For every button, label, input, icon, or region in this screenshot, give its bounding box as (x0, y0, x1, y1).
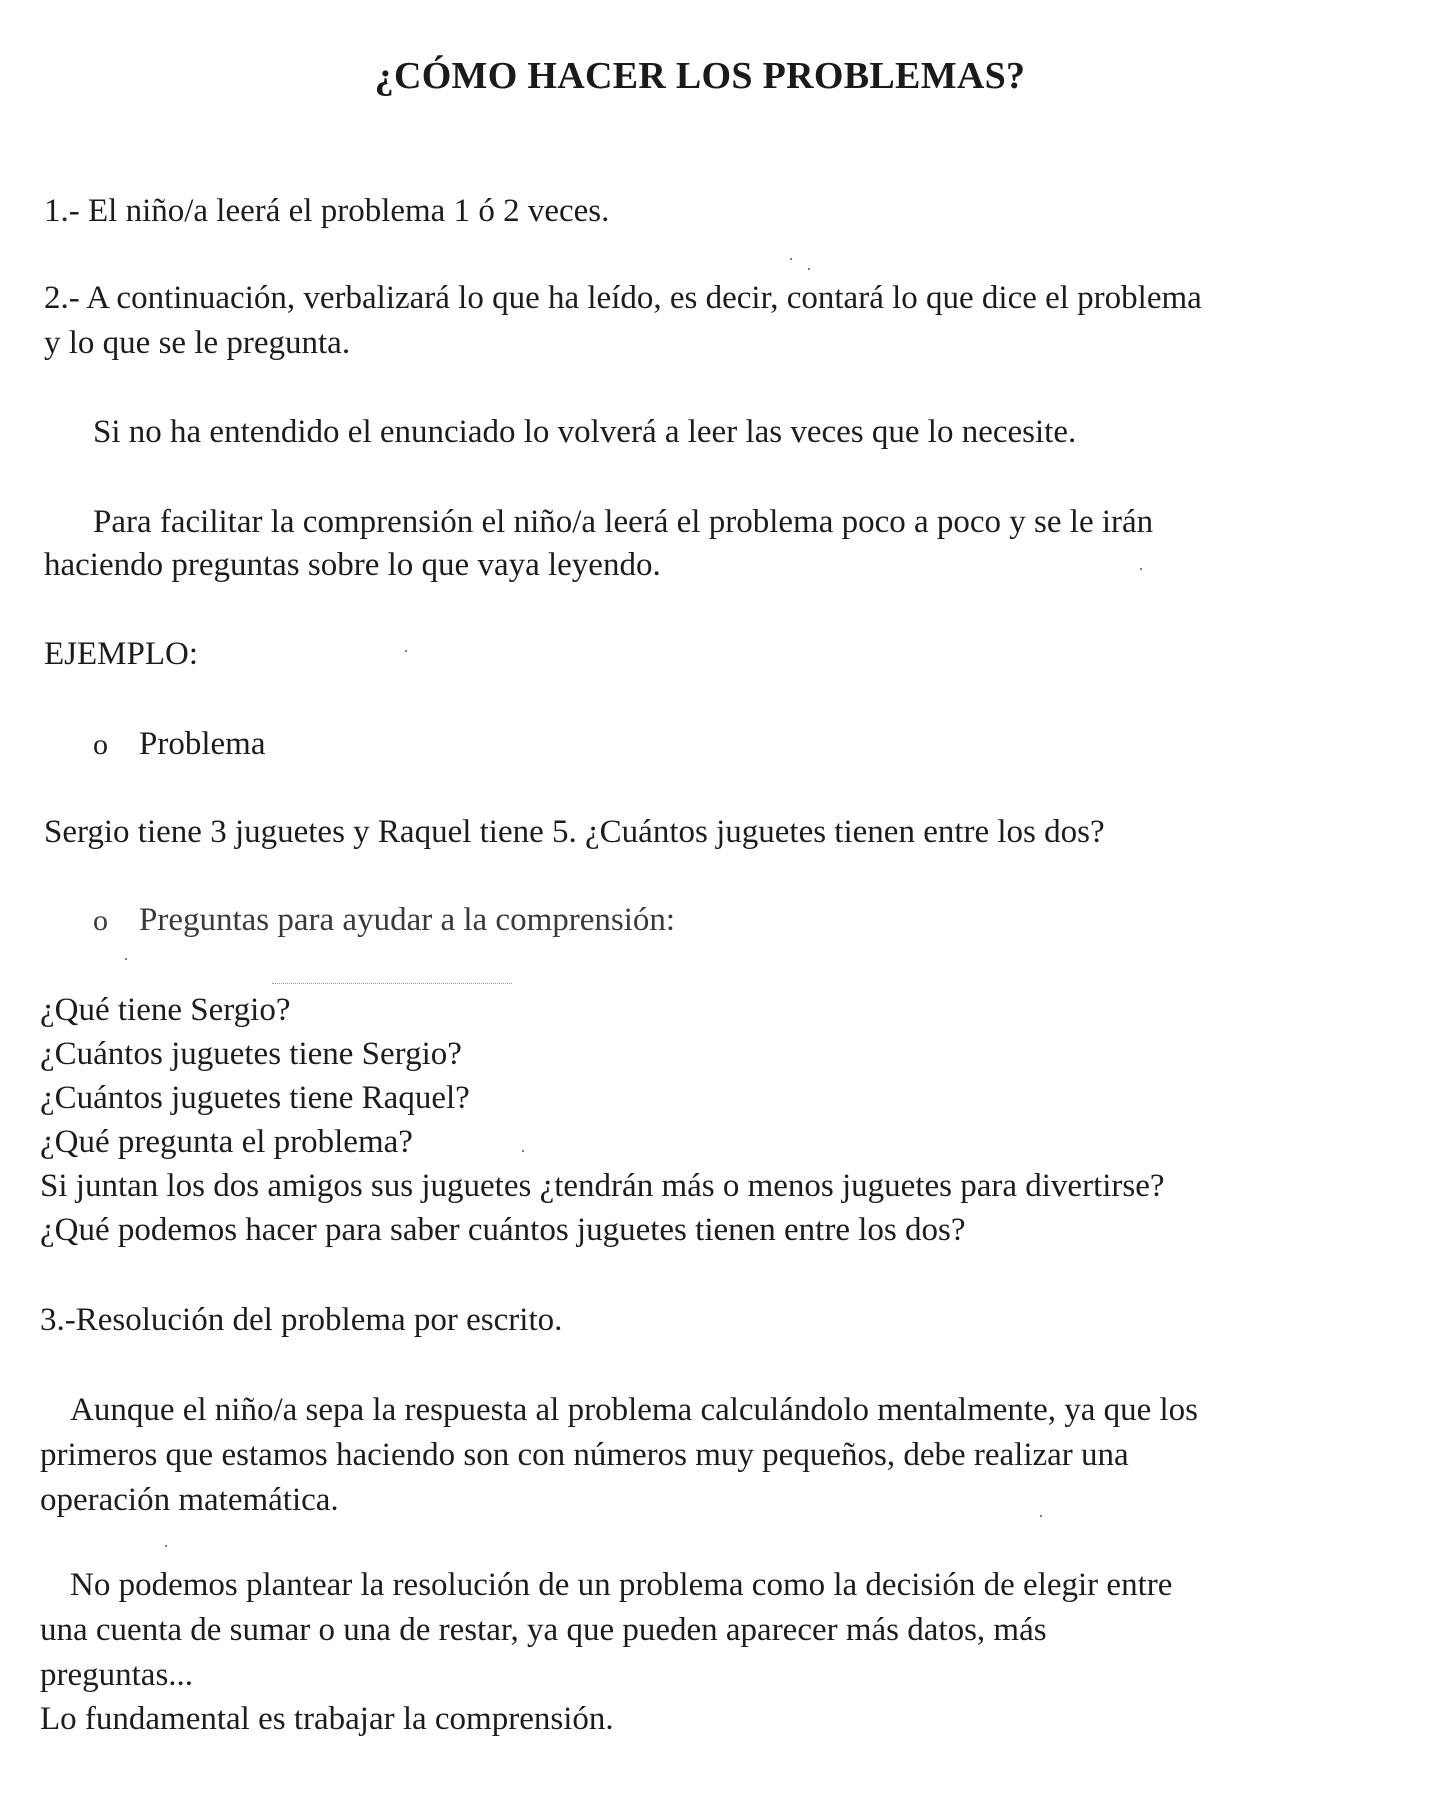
conclusion-text: Lo fundamental es trabajar la comprensión. (40, 1701, 614, 1737)
question-item: Si juntan los dos amigos sus juguetes ¿tendrán más o menos juguetes para divertirse? (40, 1168, 1165, 1204)
question-item: ¿Cuántos juguetes tiene Raquel? (40, 1080, 470, 1116)
bullet-problem-label: Problema (139, 726, 266, 762)
bullet-questions (93, 900, 675, 941)
scan-speck (522, 1150, 524, 1152)
scan-speck (1040, 1515, 1042, 1517)
cannot-paragraph-line-2: una cuenta de sumar o una de restar, ya que pueden aparecer más datos, más (40, 1612, 1047, 1648)
scan-speck (405, 650, 407, 652)
cannot-paragraph-line-1: No podemos plantear la resolución de un problema como la decisión de elegir entre (70, 1567, 1173, 1603)
problem-statement: Sergio tiene 3 juguetes y Raquel tiene 5. ¿Cuántos juguetes tienen entre los dos? (44, 814, 1105, 850)
scan-artifact-rule (272, 983, 512, 985)
facilitate-paragraph-line-2: haciendo preguntas sobre lo que vaya leyendo. (44, 547, 661, 583)
example-heading: EJEMPLO: (44, 636, 199, 672)
step-1-text: 1.- El niño/a leerá el problema 1 ó 2 veces. (44, 193, 610, 229)
even-if-paragraph-line-2: primeros que estamos haciendo son con números muy pequeños, debe realizar una (40, 1437, 1129, 1473)
bullet-questions-label: Preguntas para ayudar a la comprensión: (139, 902, 676, 938)
scan-speck (125, 958, 127, 960)
even-if-paragraph-line-3: operación matemática. (40, 1482, 339, 1518)
bullet-marker: o (93, 904, 108, 937)
cannot-paragraph-line-3: preguntas... (40, 1657, 194, 1693)
question-item: ¿Qué tiene Sergio? (40, 992, 291, 1028)
question-item: ¿Cuántos juguetes tiene Sergio? (40, 1036, 462, 1072)
question-item: ¿Qué podemos hacer para saber cuántos juguetes tienen entre los dos? (40, 1212, 966, 1248)
page-title: ¿CÓMO HACER LOS PROBLEMAS? (374, 55, 1026, 97)
scan-speck (1140, 568, 1142, 570)
question-item: ¿Qué pregunta el problema? (40, 1124, 413, 1160)
step-2-line-2: y lo que se le pregunta. (44, 325, 351, 361)
scan-speck (165, 1545, 167, 1547)
facilitate-paragraph-line-1: Para facilitar la comprensión el niño/a leerá el problema poco a poco y se le irán (93, 504, 1154, 540)
scan-speck (808, 268, 810, 270)
step-3-text: 3.-Resolución del problema por escrito. (40, 1302, 563, 1338)
step-2-line-1: 2.- A continuación, verbalizará lo que ha leído, es decir, contará lo que dice el problema (44, 280, 1202, 316)
even-if-paragraph-line-1: Aunque el niño/a sepa la respuesta al problema calculándolo mentalmente, ya que los (70, 1392, 1199, 1428)
scan-speck (790, 258, 792, 260)
reread-paragraph: Si no ha entendido el enunciado lo volverá a leer las veces que lo necesite. (93, 414, 1077, 450)
bullet-problem (93, 724, 265, 765)
bullet-marker: o (93, 728, 108, 761)
